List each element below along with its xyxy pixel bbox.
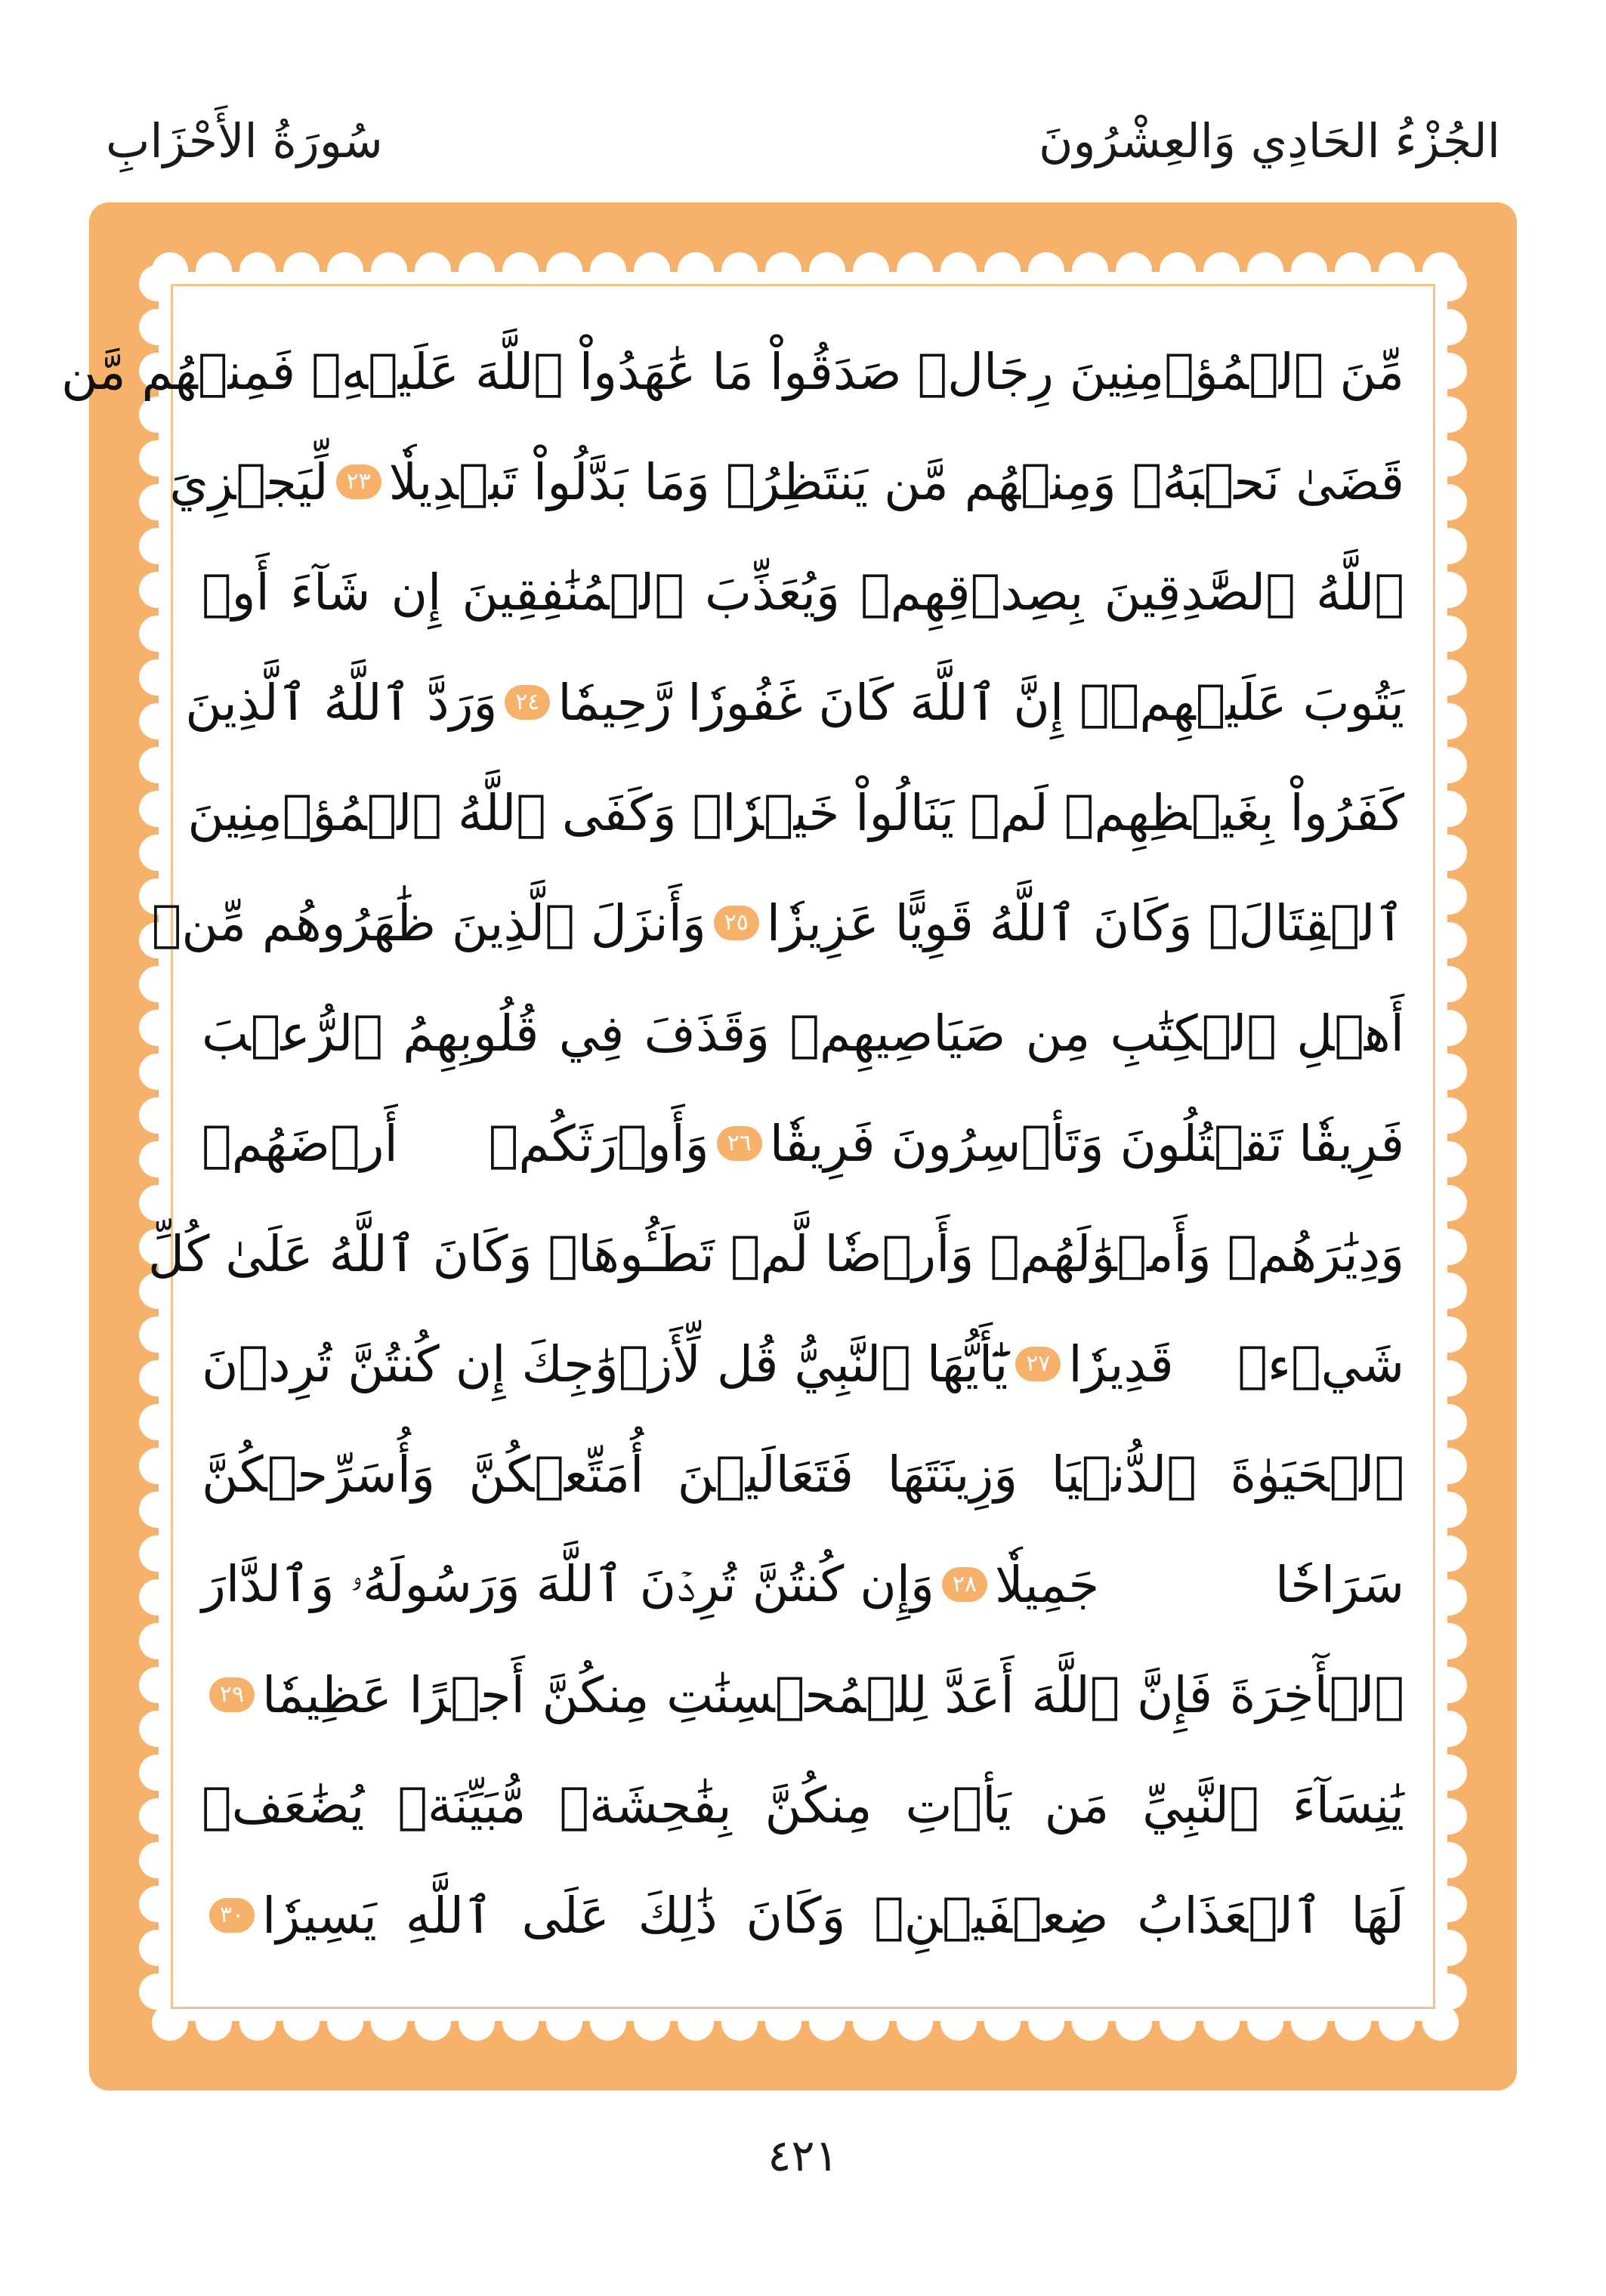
scallop-bump bbox=[1028, 2004, 1064, 2041]
scallop-bump bbox=[1431, 1623, 1467, 1659]
scallop-bump bbox=[1431, 1273, 1467, 1309]
scallop-bump bbox=[1431, 1097, 1467, 1134]
scallop-bump bbox=[1291, 2004, 1327, 2041]
scallop-bump bbox=[139, 1798, 175, 1835]
scallop-bump bbox=[1431, 397, 1467, 433]
scallop-bump bbox=[139, 397, 175, 433]
scallop-bump bbox=[139, 572, 175, 608]
scallop-bump bbox=[1431, 528, 1467, 564]
ayah-number-marker: ٢٥ bbox=[714, 906, 759, 940]
scallop-bump bbox=[1431, 265, 1467, 301]
verse-text: وَدِيَٰرَهُمۡ وَأَمۡوَٰلَهُمۡ وَأَرۡضٗا لَّمۡ تَطَـُٔوهَاۚ وَكَانَ ٱللَّهُ عَلَىٰ كُلِّ bbox=[147, 1224, 1404, 1283]
verse-text: كَفَرُواْ بِغَيۡظِهِمۡ لَمۡ يَنَالُواْ خَيۡرٗاۚ وَكَفَى ٱللَّهُ ٱلۡمُؤۡمِنِينَ bbox=[187, 783, 1404, 842]
scallop-bump bbox=[283, 2004, 320, 2041]
scallop-bump bbox=[809, 252, 845, 289]
scallop-bump bbox=[1160, 2004, 1196, 2041]
scallop-bump bbox=[239, 252, 276, 289]
verse-line bbox=[202, 1860, 1404, 1970]
scallop-bump bbox=[897, 252, 933, 289]
scallop-bump bbox=[139, 1974, 175, 2010]
verse-text: يَٰنِسَآءَ ٱلنَّبِيِّ مَن يَأۡتِ مِنكُنَّ بِفَٰحِشَةٖ مُّبَيِّنَةٖ يُضَٰعَفۡ bbox=[202, 1776, 1404, 1835]
scallop-bump bbox=[415, 2004, 451, 2041]
scallop-bump bbox=[139, 1097, 175, 1134]
scallop-bump bbox=[1379, 2004, 1415, 2041]
ayah-number-marker: ٢٧ bbox=[1015, 1347, 1061, 1381]
scallop-bump bbox=[1335, 252, 1371, 289]
scallop-bump bbox=[1431, 1886, 1467, 1922]
scallop-bump bbox=[1431, 878, 1467, 915]
verse-text: وَأَنزَلَ ٱلَّذِينَ ظَٰهَرُوهُم مِّنۡ bbox=[151, 893, 706, 952]
verse-line bbox=[202, 537, 1404, 647]
scallop-bump bbox=[1431, 1448, 1467, 1484]
verse-text: أَهۡلِ ٱلۡكِتَٰبِ مِن صَيَاصِيهِمۡ وَقَذَفَ فِي قُلُوبِهِمُ ٱلرُّعۡبَ bbox=[202, 1004, 1404, 1063]
verse-text: ٱلۡحَيَوٰةَ ٱلدُّنۡيَا وَزِينَتَهَا فَتَعَالَيۡنَ أُمَتِّعۡكُنَّ وَأُسَرِّحۡكُنَّ bbox=[202, 1445, 1404, 1504]
scallop-bump bbox=[502, 252, 539, 289]
scallop-bump bbox=[678, 2004, 714, 2041]
verse-text: مِّنَ ٱلۡمُؤۡمِنِينَ رِجَالٞ صَدَقُواْ مَا عَٰهَدُواْ ٱللَّهَ عَلَيۡهِۖ فَمِنۡهُم مَّن bbox=[60, 342, 1404, 401]
ayah-number-marker: ٢٤ bbox=[505, 685, 550, 720]
scallop-bump bbox=[1431, 1842, 1467, 1878]
ayah-number-marker: ٢٨ bbox=[942, 1567, 987, 1602]
verse-line bbox=[151, 868, 1404, 978]
scallop-bump bbox=[196, 252, 232, 289]
scallop-bump bbox=[634, 2004, 670, 2041]
scallop-bump bbox=[1431, 1754, 1467, 1791]
scallop-bump bbox=[721, 2004, 758, 2041]
scallop-bump bbox=[327, 252, 363, 289]
scallop-bump bbox=[139, 1579, 175, 1616]
scallop-bump bbox=[1203, 252, 1240, 289]
scallop-bump bbox=[1431, 1010, 1467, 1046]
verse-line bbox=[202, 1088, 1404, 1199]
ornamental-frame bbox=[60, 202, 1517, 2091]
scallop-bump bbox=[1431, 572, 1467, 608]
verse-line bbox=[187, 758, 1404, 868]
scallop-bump bbox=[415, 252, 451, 289]
scallop-bump bbox=[139, 659, 175, 696]
scallop-bump bbox=[139, 1185, 175, 1221]
ayah-number-marker: ٢٩ bbox=[209, 1677, 255, 1712]
scallop-bump bbox=[139, 309, 175, 345]
scallop-bump bbox=[139, 1316, 175, 1353]
scallop-bump bbox=[139, 1404, 175, 1440]
scallop-bump bbox=[1422, 2004, 1459, 2041]
scallop-bump bbox=[139, 1448, 175, 1484]
verse-text: لِّيَجۡزِيَ bbox=[169, 452, 329, 511]
scallop-bump bbox=[546, 2004, 582, 2041]
scallop-bump bbox=[1431, 747, 1467, 783]
verse-line bbox=[202, 1309, 1404, 1419]
scallop-bump bbox=[1072, 252, 1108, 289]
scallop-bump bbox=[1431, 1404, 1467, 1440]
scallop-bump bbox=[139, 966, 175, 1002]
text-panel bbox=[60, 284, 1435, 2009]
scallop-bump bbox=[459, 252, 495, 289]
scallop-bump bbox=[139, 1930, 175, 1966]
verse-line bbox=[202, 978, 1404, 1088]
scallop-bump bbox=[1431, 616, 1467, 652]
scallop-bump bbox=[1431, 1798, 1467, 1835]
scallop-bump bbox=[1431, 1667, 1467, 1703]
verse-text: ٱللَّهُ ٱلصَّٰدِقِينَ بِصِدۡقِهِمۡ وَيُعَذِّبَ ٱلۡمُنَٰفِقِينَ إِن شَآءَ أَوۡ bbox=[202, 563, 1404, 622]
scallop-bump bbox=[1431, 1974, 1467, 2010]
ayah-number-marker: ٢٦ bbox=[717, 1126, 762, 1161]
scallop-bump bbox=[809, 2004, 845, 2041]
scallop-bump bbox=[459, 2004, 495, 2041]
verse-line bbox=[202, 1750, 1404, 1860]
scallop-bump bbox=[139, 703, 175, 739]
scallop-bump bbox=[1431, 1492, 1467, 1528]
scallop-bump bbox=[139, 791, 175, 827]
scallop-bump bbox=[1431, 1579, 1467, 1616]
scallop-bump bbox=[1431, 1360, 1467, 1396]
verse-text: شَيۡءٖ قَدِيرٗا bbox=[1068, 1335, 1404, 1393]
scallop-bump bbox=[1431, 353, 1467, 389]
verse-line bbox=[202, 1640, 1404, 1750]
scallop-bump bbox=[139, 1054, 175, 1090]
verse-line bbox=[202, 1419, 1404, 1529]
verse-text: وَأَوۡرَثَكُمۡ أَرۡضَهُمۡ bbox=[202, 1114, 709, 1173]
scallop-bump bbox=[1431, 484, 1467, 520]
scallop-bump bbox=[940, 2004, 977, 2041]
verse-text: فَرِيقٗا تَقۡتُلُونَ وَتَأۡسِرُونَ فَرِيقٗا bbox=[769, 1114, 1404, 1173]
scallop-bump bbox=[1291, 252, 1327, 289]
scallop-bump bbox=[1431, 835, 1467, 871]
scallop-bump bbox=[1247, 252, 1283, 289]
ayah-number-marker: ٢٣ bbox=[336, 464, 381, 499]
verse-lines bbox=[60, 316, 1404, 1984]
scallop-bump bbox=[1431, 703, 1467, 739]
surah-title: سُورَةُ الأَحْزَابِ bbox=[106, 113, 383, 168]
scallop-bump bbox=[897, 2004, 933, 2041]
scallop-bump bbox=[1335, 2004, 1371, 2041]
verse-line bbox=[147, 1199, 1404, 1309]
scallop-bump bbox=[1431, 791, 1467, 827]
scallop-bump bbox=[1431, 922, 1467, 958]
verse-text: ٱلۡقِتَالَۚ وَكَانَ ٱللَّهُ قَوِيًّا عَزِيزٗا bbox=[766, 893, 1404, 952]
scallop-bump bbox=[1431, 440, 1467, 477]
scallop-bump bbox=[502, 2004, 539, 2041]
scallop-bump bbox=[139, 1886, 175, 1922]
scallop-bump bbox=[139, 1492, 175, 1528]
scallop-bump bbox=[765, 2004, 801, 2041]
scallop-bump bbox=[546, 252, 582, 289]
scallop-bump bbox=[371, 252, 407, 289]
scallop-bump bbox=[139, 1535, 175, 1572]
verse-line bbox=[202, 1529, 1404, 1640]
scallop-bump bbox=[139, 1711, 175, 1747]
scallop-bump bbox=[721, 252, 758, 289]
scallop-bump bbox=[283, 252, 320, 289]
scallop-bump bbox=[139, 1842, 175, 1878]
scallop-bump bbox=[139, 1667, 175, 1703]
scallop-bump bbox=[139, 1754, 175, 1791]
scallop-bump bbox=[1028, 252, 1064, 289]
juz-title: الجُزْءُ الحَادِي وَالعِشْرُونَ bbox=[1038, 113, 1500, 168]
verse-text: يَٰٓأَيُّهَا ٱلنَّبِيُّ قُل لِّأَزۡوَٰجِكَ إِن كُنتُنَّ تُرِدۡنَ bbox=[202, 1335, 1008, 1393]
verse-text: وَرَدَّ ٱللَّهُ ٱلَّذِينَ bbox=[185, 673, 498, 732]
scallop-bump bbox=[984, 252, 1021, 289]
scallop-bump bbox=[1160, 252, 1196, 289]
scallop-bump bbox=[590, 252, 626, 289]
scallop-bump bbox=[678, 252, 714, 289]
scallop-bump bbox=[1431, 1229, 1467, 1265]
scallop-bump bbox=[239, 2004, 276, 2041]
scallop-bump bbox=[590, 2004, 626, 2041]
scallop-bump bbox=[1379, 252, 1415, 289]
scallop-bump bbox=[139, 747, 175, 783]
verse-line bbox=[169, 427, 1404, 537]
verse-text: وَإِن كُنتُنَّ تُرِدۡنَ ٱللَّهَ وَرَسُولَهُۥ وَٱلدَّارَ bbox=[202, 1554, 934, 1613]
scallop-bump bbox=[139, 528, 175, 564]
scallop-bump bbox=[984, 2004, 1021, 2041]
verse-line bbox=[60, 316, 1404, 427]
scallop-bump bbox=[139, 616, 175, 652]
scallop-bump bbox=[1431, 1141, 1467, 1177]
scallop-bump bbox=[1072, 2004, 1108, 2041]
scallop-bump bbox=[1431, 1930, 1467, 1966]
scallop-bump bbox=[139, 1360, 175, 1396]
scallop-bump bbox=[1431, 1711, 1467, 1747]
scallop-bump bbox=[1431, 1185, 1467, 1221]
scallop-bump bbox=[1431, 966, 1467, 1002]
verse-line bbox=[185, 647, 1404, 758]
scallop-bump bbox=[853, 252, 889, 289]
scallop-bump bbox=[196, 2004, 232, 2041]
scallop-bump bbox=[139, 1141, 175, 1177]
scallop-bump bbox=[152, 2004, 188, 2041]
scallop-bump bbox=[139, 835, 175, 871]
scallop-bump bbox=[940, 252, 977, 289]
scallop-bump bbox=[1431, 659, 1467, 696]
scallop-bump bbox=[139, 1010, 175, 1046]
verse-text: لَهَا ٱلۡعَذَابُ ضِعۡفَيۡنِۚ وَكَانَ ذَٰلِكَ عَلَى ٱللَّهِ يَسِيرٗا bbox=[262, 1886, 1404, 1945]
scallop-bump bbox=[1116, 2004, 1152, 2041]
verse-text: سَرَاحٗا جَمِيلٗا bbox=[994, 1555, 1404, 1614]
scallop-bump bbox=[1431, 1054, 1467, 1090]
scallop-bump bbox=[371, 2004, 407, 2041]
scallop-bump bbox=[1116, 252, 1152, 289]
scallop-bump bbox=[139, 265, 175, 301]
ayah-number-marker: ٣٠ bbox=[209, 1898, 255, 1933]
scallop-bump bbox=[1247, 2004, 1283, 2041]
scallop-bump bbox=[139, 1623, 175, 1659]
verse-text: قَضَىٰ نَحۡبَهُۥ وَمِنۡهُم مَّن يَنتَظِرُۖ وَمَا بَدَّلُواْ تَبۡدِيلٗا bbox=[388, 452, 1404, 511]
scallop-bump bbox=[1431, 309, 1467, 345]
scallop-bump bbox=[1431, 1535, 1467, 1572]
scallop-bump bbox=[1203, 2004, 1240, 2041]
page-number: ٤٢١ bbox=[767, 2130, 839, 2181]
scallop-bump bbox=[1431, 1316, 1467, 1353]
verse-text: ٱلۡأٓخِرَةَ فَإِنَّ ٱللَّهَ أَعَدَّ لِلۡمُحۡسِنَٰتِ مِنكُنَّ أَجۡرًا عَظِيمٗا bbox=[262, 1665, 1404, 1724]
scallop-bump bbox=[634, 252, 670, 289]
scallop-bump bbox=[853, 2004, 889, 2041]
scallop-bump bbox=[327, 2004, 363, 2041]
scallop-bump bbox=[765, 252, 801, 289]
verse-text: يَتُوبَ عَلَيۡهِمۡۚ إِنَّ ٱللَّهَ كَانَ غَفُورٗا رَّحِيمٗا bbox=[557, 673, 1404, 732]
